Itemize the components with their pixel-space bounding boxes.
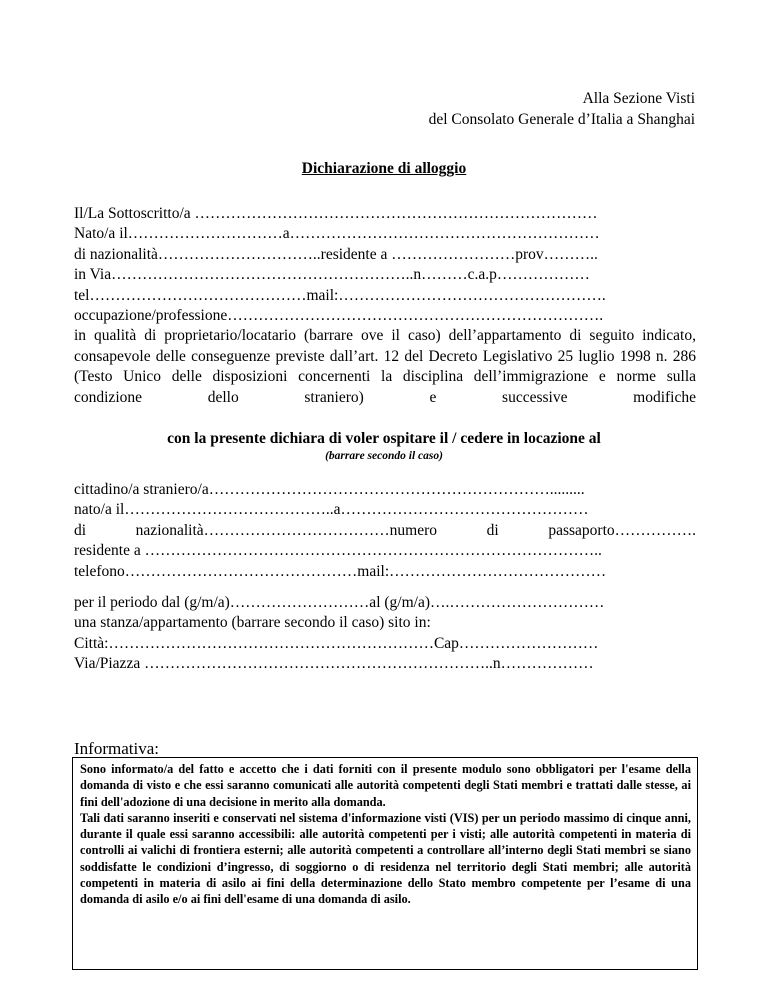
declarant-nationality-field[interactable]: di nazionalità…………………………..residente a ……………………prov………..	[74, 245, 598, 263]
title-text: Dichiarazione di alloggio	[301, 160, 467, 177]
guest-contact-field[interactable]: telefono………………………………………mail:……………………………………	[74, 562, 607, 580]
legal-statement: in qualità di proprietario/locatario (barrare ove il caso) dell’appartamento di seguito indicato, consapevole delle conseguenze previste dall’art. 12 del Decreto Legislativo 25 luglio 1998 n. 286 (Testo Unico delle disposizioni concernenti la disciplina dell’immigrazione e norme sulla condizione dello straniero) e successive modifiche	[74, 327, 696, 406]
declarant-section	[74, 204, 696, 408]
city-cap-field[interactable]: Città:………………………………………………………Cap………………………	[74, 634, 599, 652]
info-title: Informativa:	[74, 739, 159, 758]
guest-citizen-field[interactable]: cittadino/a straniero/a………………………………………………………….........	[74, 481, 585, 498]
declarant-birth-field[interactable]: Nato/a il…………………………a……………………………………………………	[74, 225, 600, 243]
document-title	[0, 160, 768, 178]
address-line-2: del Consolato Generale d’Italia a Shanghai	[428, 111, 695, 128]
street-number-field[interactable]: Via/Piazza …………………………………………………………..n………………	[74, 655, 594, 673]
period-dates-field[interactable]: per il periodo dal (g/m/a)………………………al (g/m/a)….…………………………	[74, 594, 605, 611]
recipient-address	[429, 88, 695, 130]
info-paragraph-1: Sono informato/a del fatto e accetto che i dati forniti con il presente modulo sono obbligatori per l'esame della domanda di visto e che essi saranno comunicati alle autorità competenti degli Stati membri e trattati dalle stesse, ai fini dell'adozione di una decisione in merito alla domanda.	[80, 762, 691, 809]
guest-birth-field[interactable]: nato/a il…………………………………..a…………………………………………	[74, 501, 589, 519]
info-paragraph-2: Tali dati saranno inseriti e conservati nel sistema d'informazione visti (VIS) per un periodo massimo di cinque anni, durante il quale essi saranno accessibili: alle autorità competenti per i visti; alle autorità competenti in materia di controlli ai valichi di frontiera esterni; alle autorità competenti a controllare all’interno degli Stati membri se siano soddisfatte le condizioni d’ingresso, di soggiorno o di residenza nel territorio degli Stati membri; alle autorità competenti in materia di asilo ai fini della determinazione dello Stato membro competente per l’esame di una domanda di asilo e/o ai fini dell'esame di una domanda di asilo.	[80, 810, 691, 907]
declarant-street-field[interactable]: in Via…………………………………………………..n………c.a.p………………	[74, 266, 590, 284]
declaration-note: (barrare secondo il caso)	[325, 450, 443, 462]
declarant-contact-field[interactable]: tel……………………………………mail:…………………………………………….	[74, 286, 606, 304]
guest-section	[74, 480, 696, 582]
accommodation-type: una stanza/appartamento (barrare secondo il caso) sito in:	[74, 614, 431, 632]
guest-residence-field[interactable]: residente a ……………………………………………………………………………..	[74, 542, 602, 560]
info-box	[72, 757, 698, 970]
guest-passport-field[interactable]: di nazionalità………………………………numero di passaporto…………….	[74, 521, 696, 539]
address-line-1: Alla Sezione Visti	[582, 90, 695, 107]
declaration-heading: con la presente dichiara di voler ospitare il / cedere in locazione al	[167, 430, 601, 447]
declarant-occupation-field[interactable]: occupazione/professione……………………………………………………………….	[74, 306, 604, 324]
declarant-name-field[interactable]: Il/La Sottoscritto/a ……………………………………………………………………	[74, 205, 598, 222]
period-section	[74, 593, 696, 675]
